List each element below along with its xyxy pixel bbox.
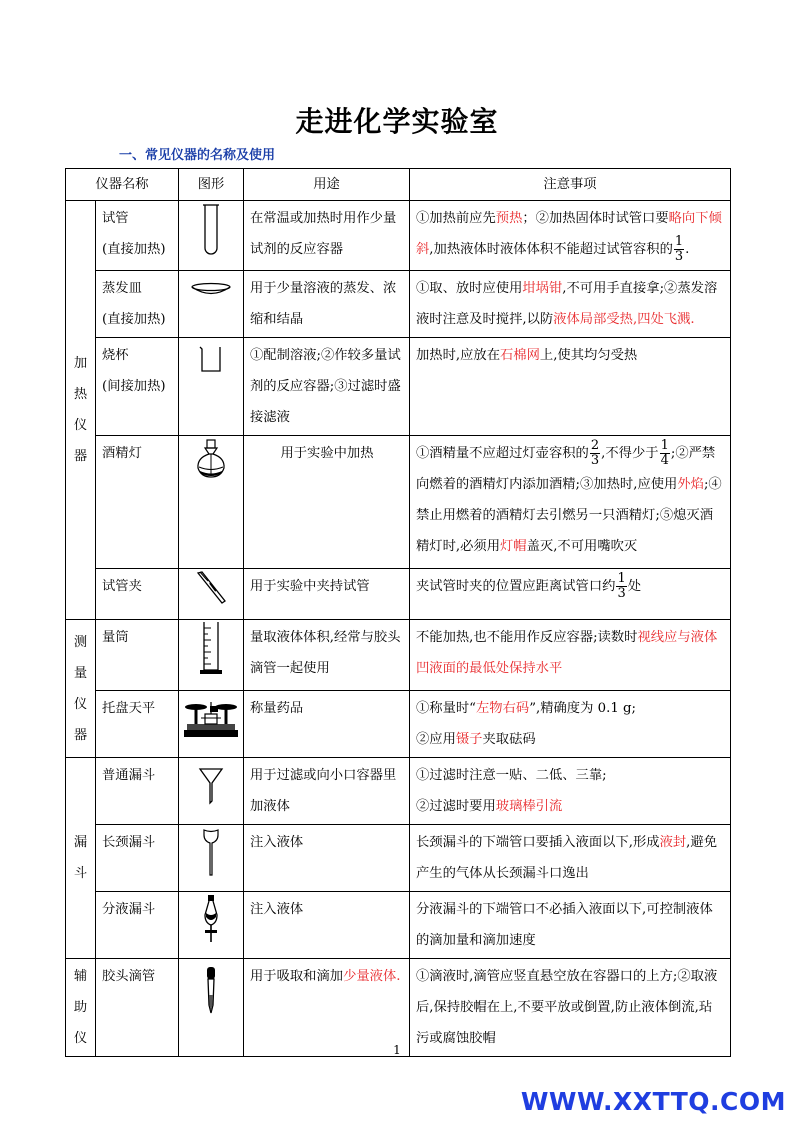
instrument-name: 蒸发皿 (直接加热) (96, 271, 179, 338)
separatory-funnel-icon (179, 892, 244, 959)
category-auxiliary: 辅 助 仪 (66, 959, 96, 1057)
table-row (66, 691, 731, 758)
dropper-icon (179, 959, 244, 1057)
instrument-name: 分液漏斗 (96, 892, 179, 959)
instrument-notes: 分液漏斗的下端管口不必插入液面以下,可控制液体的滴加量和滴加速度 (410, 892, 731, 959)
evaporating-dish-icon (179, 271, 244, 338)
table-row (66, 436, 731, 569)
fraction: $\frac{1}{4}$ (660, 438, 669, 468)
table-row (66, 569, 731, 620)
category-measuring: 测 量 仪 器 (66, 620, 96, 758)
instrument-use: 用于实验中加热 (244, 436, 410, 569)
instrument-notes: ①滴液时,滴管应竖直悬空放在容器口的上方;②取液后,保持胶帽在上,不要平放或倒置,防止液体倒流,玷污或腐蚀胶帽 (410, 959, 731, 1057)
instrument-table (65, 168, 731, 1057)
instrument-use: 用于少量溶液的蒸发、浓缩和结晶 (244, 271, 410, 338)
table-row (66, 825, 731, 892)
funnel-icon (179, 758, 244, 825)
table-header-row (66, 169, 731, 201)
alcohol-lamp-icon (179, 436, 244, 569)
header-notes: 注意事项 (410, 169, 731, 201)
balance-icon (179, 691, 244, 758)
instrument-name: 量筒 (96, 620, 179, 691)
graduated-cylinder-icon (179, 620, 244, 691)
instrument-notes: ①过滤时注意一贴、二低、三靠; ②过滤时要用玻璃棒引流 (410, 758, 731, 825)
instrument-name: 试管 (直接加热) (96, 201, 179, 271)
instrument-notes: 不能加热,也不能用作反应容器;读数时视线应与液体凹液面的最低处保持水平 (410, 620, 731, 691)
instrument-use: 注入液体 (244, 892, 410, 959)
header-name: 仪器名称 (66, 169, 179, 201)
table-row (66, 758, 731, 825)
instrument-use: 在常温或加热时用作少量试剂的反应容器 (244, 201, 410, 271)
fraction: $\frac{1}{3}$ (617, 571, 626, 601)
table-row (66, 338, 731, 436)
instrument-name: 胶头滴管 (96, 959, 179, 1057)
instrument-notes: ①酒精量不应超过灯壶容积的 $\frac{2}{3}$ ,不得少于 $\frac{1}{4}$ ;②严禁向燃着的酒精灯内添加酒精;③加热时,应使用外焰;④禁止用燃着的酒精灯去引燃另一只酒精灯;⑤熄灭酒精灯时,必须用灯帽盖灭,不可用嘴吹灭 (410, 436, 731, 569)
table-row (66, 892, 731, 959)
watermark: WWW.XXTTQ.COM (520, 1087, 786, 1116)
table-row (66, 271, 731, 338)
category-heating: 加 热 仪 器 (66, 201, 96, 620)
instrument-name: 长颈漏斗 (96, 825, 179, 892)
header-figure: 图形 (179, 169, 244, 201)
table-row (66, 959, 731, 1057)
instrument-notes: ①称量时“左物右码”,精确度为 0.1 g; ②应用镊子夹取砝码 (410, 691, 731, 758)
beaker-icon (179, 338, 244, 436)
header-use: 用途 (244, 169, 410, 201)
instrument-notes: 长颈漏斗的下端管口要插入液面以下,形成液封,避免产生的气体从长颈漏斗口逸出 (410, 825, 731, 892)
instrument-name: 烧杯 (间接加热) (96, 338, 179, 436)
instrument-use: ①配制溶液;②作较多量试剂的反应容器;③过滤时盛接滤液 (244, 338, 410, 436)
instrument-use: 用于实验中夹持试管 (244, 569, 410, 620)
fraction: $\frac{2}{3}$ (590, 438, 600, 468)
category-funnel: 漏 斗 (66, 758, 96, 959)
instrument-name: 托盘天平 (96, 691, 179, 758)
instrument-notes: ①加热前应先预热；②加热固体时试管口要略向下倾斜,加热液体时液体体积不能超过试管容积的 $\frac{1}{3}$ . (410, 201, 731, 271)
table-row (66, 201, 731, 271)
instrument-notes: ①取、放时应使用坩埚钳,不可用手直接拿;②蒸发溶液时注意及时搅拌,以防液体局部受热,四处飞溅. (410, 271, 731, 338)
instrument-use: 用于过滤或向小口容器里加液体 (244, 758, 410, 825)
section-heading: 一、常见仪器的名称及使用 (119, 148, 276, 163)
test-tube-icon (179, 201, 244, 271)
long-neck-funnel-icon (179, 825, 244, 892)
instrument-use: 注入液体 (244, 825, 410, 892)
fraction: $\frac{1}{3}$ (674, 234, 684, 264)
instrument-name: 普通漏斗 (96, 758, 179, 825)
page-number: 1 (393, 1043, 401, 1057)
page-title: 走进化学实验室 (295, 105, 499, 138)
table-row (66, 620, 731, 691)
instrument-name: 酒精灯 (96, 436, 179, 569)
instrument-name: 试管夹 (96, 569, 179, 620)
instrument-use: 用于吸取和滴加少量液体. (244, 959, 410, 1057)
test-tube-clamp-icon (179, 569, 244, 620)
instrument-use: 量取液体体积,经常与胶头滴管一起使用 (244, 620, 410, 691)
instrument-use: 称量药品 (244, 691, 410, 758)
instrument-notes: 夹试管时夹的位置应距离试管口约 $\frac{1}{3}$ 处 (410, 569, 731, 620)
instrument-notes: 加热时,应放在石棉网上,使其均匀受热 (410, 338, 731, 436)
